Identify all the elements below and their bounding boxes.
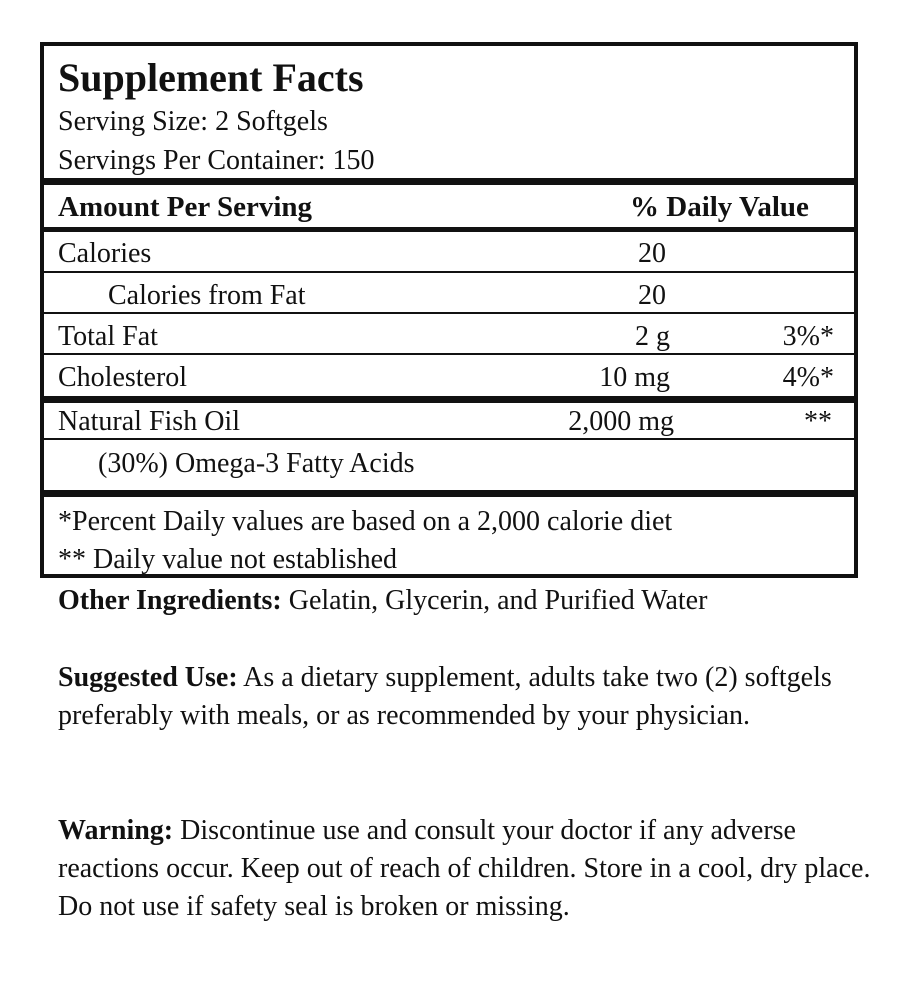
other-ingredients-label: Other Ingredients: [58, 585, 282, 616]
row-divider [44, 271, 854, 273]
header-amount-per-serving: Amount Per Serving [58, 191, 313, 223]
nutrient-name: Natural Fish Oil [58, 406, 240, 437]
other-ingredients [58, 582, 888, 620]
suggested-use-label: Suggested Use: [58, 662, 238, 693]
warning-text: Discontinue use and consult your doctor if any adverse reactions occur. Keep out of reach of children. Store in a cool, dry place. Do not use if safety seal is broken or missing. [58, 815, 871, 922]
thick-divider-middle [44, 396, 854, 403]
footnote-daily-values: *Percent Daily values are based on a 2,000 calorie diet [58, 506, 673, 537]
nutrient-name: Calories from Fat [108, 280, 306, 311]
nutrient-amount: 10 mg [599, 362, 670, 393]
nutrient-daily-value: 4%* [782, 362, 834, 393]
row-divider [44, 353, 854, 355]
supplement-facts-panel [40, 42, 858, 578]
nutrient-name: Total Fat [58, 321, 158, 352]
nutrient-daily-value: ** [804, 406, 832, 437]
nutrient-amount: 20 [638, 280, 666, 311]
nutrient-name: (30%) Omega-3 Fatty Acids [98, 448, 415, 479]
serving-size: Serving Size: 2 Softgels [58, 106, 328, 137]
suggested-use [58, 659, 888, 735]
thick-divider-top [44, 178, 854, 185]
panel-title: Supplement Facts [58, 55, 364, 100]
row-divider [44, 312, 854, 314]
warning-label: Warning: [58, 815, 174, 846]
other-ingredients-text: Gelatin, Glycerin, and Purified Water [281, 585, 708, 616]
servings-per-container: Servings Per Container: 150 [58, 145, 375, 176]
warning [58, 812, 888, 926]
nutrient-amount: 2 g [635, 321, 670, 352]
nutrient-daily-value: 3%* [782, 321, 834, 352]
header-divider [44, 227, 854, 232]
header-daily-value: % Daily Value [630, 191, 809, 223]
nutrient-name: Cholesterol [58, 362, 188, 393]
nutrient-amount: 20 [638, 238, 666, 269]
footnote-not-established: ** Daily value not established [58, 544, 398, 575]
nutrient-amount: 2,000 mg [568, 406, 674, 437]
row-divider [44, 438, 854, 440]
nutrient-name: Calories [58, 238, 152, 269]
suggested-use-text: As a dietary supplement, adults take two (2) softgels preferably with meals, or as recommended by your physician. [58, 662, 832, 731]
thick-divider-bottom [44, 490, 854, 497]
